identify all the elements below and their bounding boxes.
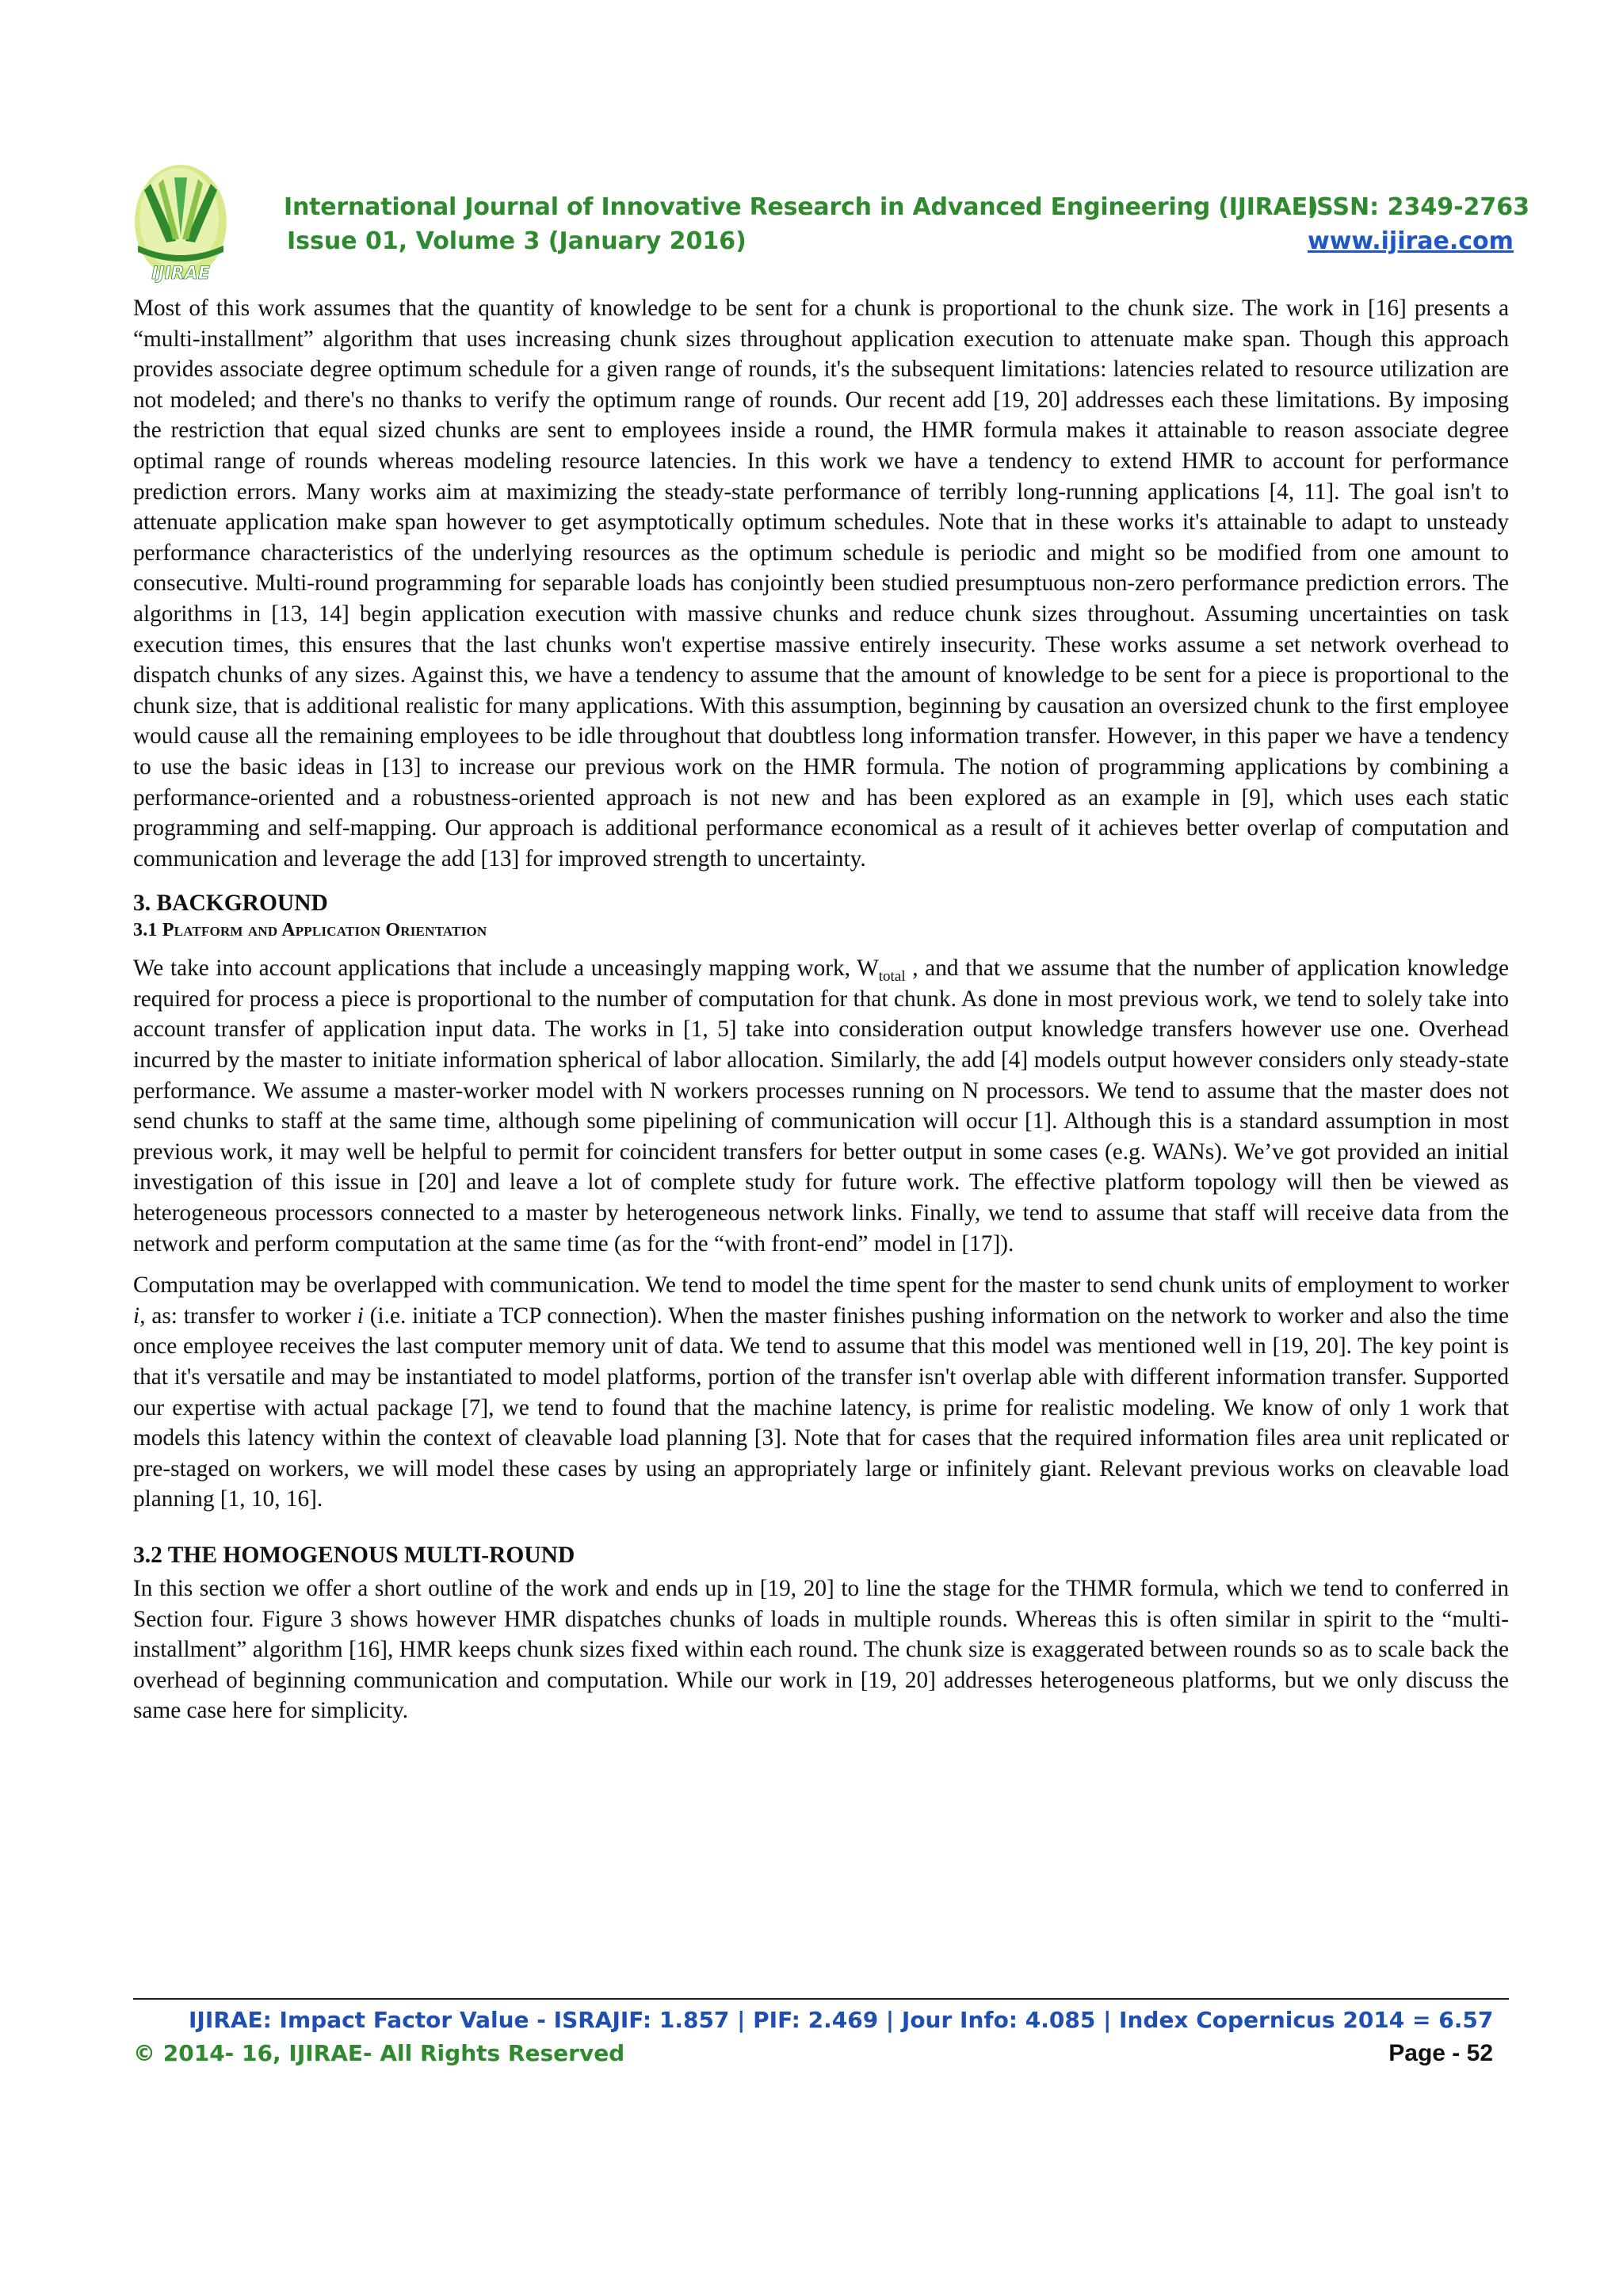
intro-paragraph: Most of this work assumes that the quantity of knowledge to be sent for a chunk is proportional to the chunk size. The work in [16] presents a “multi-installment” algorithm that uses increasing chunk sizes throughout application execution to attenuate make span. Though this approach provides associate degree optimum schedule for a given range of rounds, it's the subsequent limitations: latencies related to resource utilization are not modeled; and there's no thanks to verify the optimum range of rounds. Our recent add [19, 20] addresses each these limitations. By imposing the restriction that equal sized chunks are sent to employees inside a round, the HMR formula makes it attainable to reason associate degree optimal range of rounds whereas modeling resource latencies. In this work we have a tendency to extend HMR to account for performance prediction errors. Many works aim at maximizing the steady-state performance of terribly long-running applications [4, 11]. The goal isn't to attenuate application make span however to get asymptotically optimum schedules. Note that in these works it's attainable to adapt to unsteady performance characteristics of the underlying resources as the optimum schedule is periodic and might so be modified from one amount to consecutive. Multi-round programming for separable loads has conjointly been studied presumptuous non-zero performance prediction errors. The algorithms in [13, 14] begin application execution with massive chunks and reduce chunk sizes throughout. Assuming uncertainties on task execution times, this ensures that the last chunks won't expertise massive entirely insecurity. These works assume a set network overhead to dispatch chunks of any sizes. Against this, we have a tendency to assume that the amount of knowledge to be sent for a piece is proportional to the chunk size, that is additional realistic for many applications. With this assumption, beginning by causation an oversized chunk to the first employee would cause all the remaining employees to be idle throughout that doubtless long information transfer. However, in this paper we have a tendency to use the basic ideas in [13] to increase our previous work on the HMR formula. The notion of programming applications by combining a performance-oriented and a robustness-oriented approach is not new and has been explored as an example in [9], which uses each static programming and self-mapping. Our approach is additional performance economical as a result of it achieves better overlap of computation and communication and leverage the add [13] for improved strength to uncertainty. [133,296,1509,871]
computation-paragraph-c: (i.e. initiate a TCP connection). When the master finishes pushing information on the network to worker and also the time once employee receives the last computer memory unit of data. We tend to assume that this model was mentioned well in [19, 20]. The key point is that it's versatile and may be instantiated to model platforms, portion of the transfer isn't overlap able with different information transfer. Supported our expertise with actual package [7], we tend to found that the machine latency, is prime for realistic modeling. We know of only 1 work that models this latency within the context of cleavable load planning [3]. Note that for cases that the required information files area unit replicated or pre-staged on workers, we will model these cases by using an appropriately large or infinitely giant. Relevant previous works on cleavable load planning [1, 10, 16]. [133,1302,1509,1512]
journal-title: International Journal of Innovative Research in Advanced Engineering (IJIRAE) [284,193,1319,221]
issue-info: Issue 01, Volume 3 (January 2016) [287,227,747,255]
w-total-subscript: total [878,968,906,986]
worker-i-italic: i, [133,1302,146,1329]
issn: ISSN: 2349-2763 [1308,193,1530,221]
section-3-heading: 3. BACKGROUND [133,891,328,917]
article-body [133,293,1509,1726]
platform-paragraph-start: We take into account applications that include a unceasingly mapping work, W [133,955,879,982]
computation-paragraph [133,1270,1509,1515]
computation-paragraph-a: Computation may be overlapped with communication. We tend to model the time spent for the master to send chunk units of employment to worker [133,1272,1509,1299]
impact-factor-line: IJIRAE: Impact Factor Value - ISRAJIF: 1.857 | PIF: 2.469 | Jour Info: 4.085 | Index Copernicus 2014 = 6.57 [189,2007,1494,2033]
hmr-paragraph: In this section we offer a short outline of the work and ends up in [19, 20] to line the stage for the THMR formula, which we tend to conferred in Section four. Figure 3 shows however HMR dispatches chunks of loads in multiple rounds. Whereas this is often similar in spirit to the “multi-installment” algorithm [16], HMR keeps chunk sizes fixed within each round. The chunk size is exaggerated between rounds so as to scale back the overhead of beginning communication and computation. While our work in [19, 20] addresses heterogeneous platforms, but we only discuss the same case here for simplicity. [133,1575,1509,1724]
platform-paragraph [133,953,1509,1259]
page-number: Page - 52 [1388,2040,1493,2066]
journal-url-link[interactable]: www.ijirae.com [1308,227,1514,255]
ijirae-logo [127,160,285,287]
computation-paragraph-b: as: transfer to worker [145,1302,357,1329]
copyright: © 2014- 16, IJIRAE- All Rights Reserved [133,2040,625,2066]
platform-paragraph-rest: , and that we assume that the number of application knowledge required for process a piece is proportional to the number of computation for that chunk. As done in most previous work, we tend to solely take into account transfer of application input data. The works in [1, 5] take into consideration output knowledge transfers however use one. Overhead incurred by the master to initiate information spherical of labor allocation. Similarly, the add [4] models output however considers only steady-state performance. We assume a master-worker model with N workers processes running on N processors. We tend to assume that the master does not send chunks to staff at the same time, although some pipelining of communication will occur [1]. Although this is a standard assumption in most previous work, it may well be helpful to permit for coincident transfers for better output in some cases (e.g. WANs). We’ve got provided an initial investigation of this issue in [20] and leave a lot of complete study for future work. The effective platform topology will then be viewed as heterogeneous processors connected to a master by heterogeneous network links. Finally, we tend to assume that staff will receive data from the network and perform computation at the same time (as for the “with front-end” model in [17]). [133,955,1510,1257]
footer-divider [133,1998,1509,2000]
section-3-1-heading: 3.1 Platform and Application Orientation [133,920,487,941]
worker-i-italic-2: i [357,1302,364,1329]
section-3-2-heading: 3.2 THE HOMOGENOUS MULTI-ROUND [133,1542,575,1568]
logo-text: IJIRAE [151,264,210,284]
